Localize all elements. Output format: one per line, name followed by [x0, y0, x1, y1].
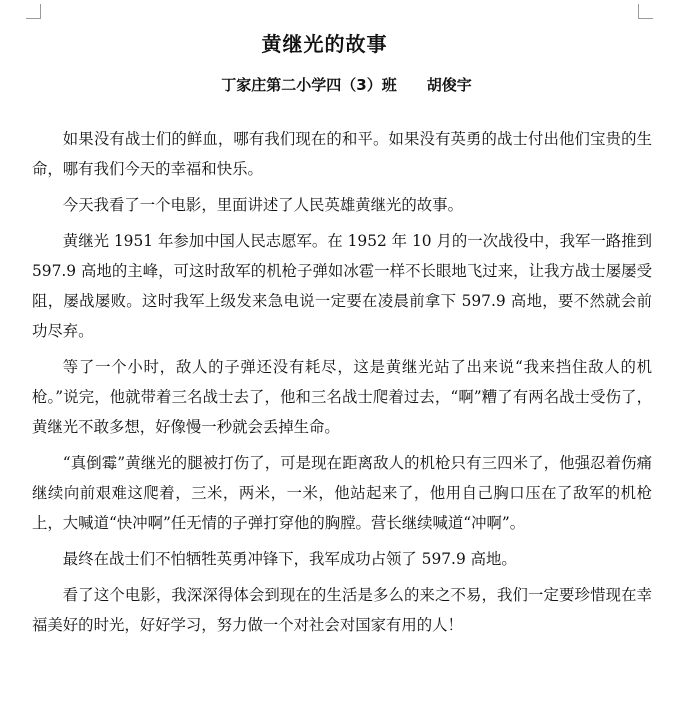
- author-line: [0, 74, 679, 95]
- crop-mark-top-left: [26, 4, 41, 19]
- paragraph-6: 最终在战士们不怕牺牲英勇冲锋下，我军成功占领了 597.9 高地。: [62, 550, 517, 568]
- paragraph-3: 黄继光 1951 年参加中国人民志愿军。在 1952 年 10 月的一次战役中，我军一路推到 597.9 高地的主峰，可这时敌军的机枪子弹如冰雹一样不长眼地飞过来，让我方战士屡屡受阻，屡战屡败。这时我军上级发来急电说一定要在凌晨前拿下 597.9 高地，要不然就会前功尽弃。: [32, 232, 652, 340]
- paragraph-2: 今天我看了一个电影，里面讲述了人民英雄黄继光的故事。: [62, 196, 463, 214]
- paragraph-4: 等了一个小时，敌人的子弹还没有耗尽，这是黄继光站了出来说“我来挡住敌人的机枪。”说完，他就带着三名战士去了，他和三名战士爬着过去，“啊”糟了有两名战士受伤了，黄继光不敢多想，好像慢一秒就会丢掉生命。: [32, 358, 652, 436]
- crop-mark-top-right: [638, 4, 653, 19]
- paragraph-1: 如果没有战士们的鲜血，哪有我们现在的和平。如果没有英勇的战士付出他们宝贵的生命，哪有我们今天的幸福和快乐。: [32, 130, 652, 178]
- paragraph-7: 看了这个电影，我深深得体会到现在的生活是多么的来之不易，我们一定要珍惜现在幸福美好的时光，好好学习，努力做一个对社会对国家有用的人！: [32, 586, 652, 634]
- author-name: 胡俊宇: [426, 76, 472, 94]
- author-school: 丁家庄第二小学四（3）班: [221, 76, 397, 94]
- document-body: [32, 124, 652, 646]
- document-title: 黄继光的故事: [261, 32, 388, 56]
- paragraph-5: “真倒霉”黄继光的腿被打伤了，可是现在距离敌人的机枪只有三四米了，他强忍着伤痛继续向前艰难这爬着，三米，两米，一米，他站起来了，他用自己胸口压在了敌军的机枪上，大喊道“快冲啊”任无情的子弹打穿他的胸膛。营长继续喊道“冲啊”。: [32, 454, 652, 532]
